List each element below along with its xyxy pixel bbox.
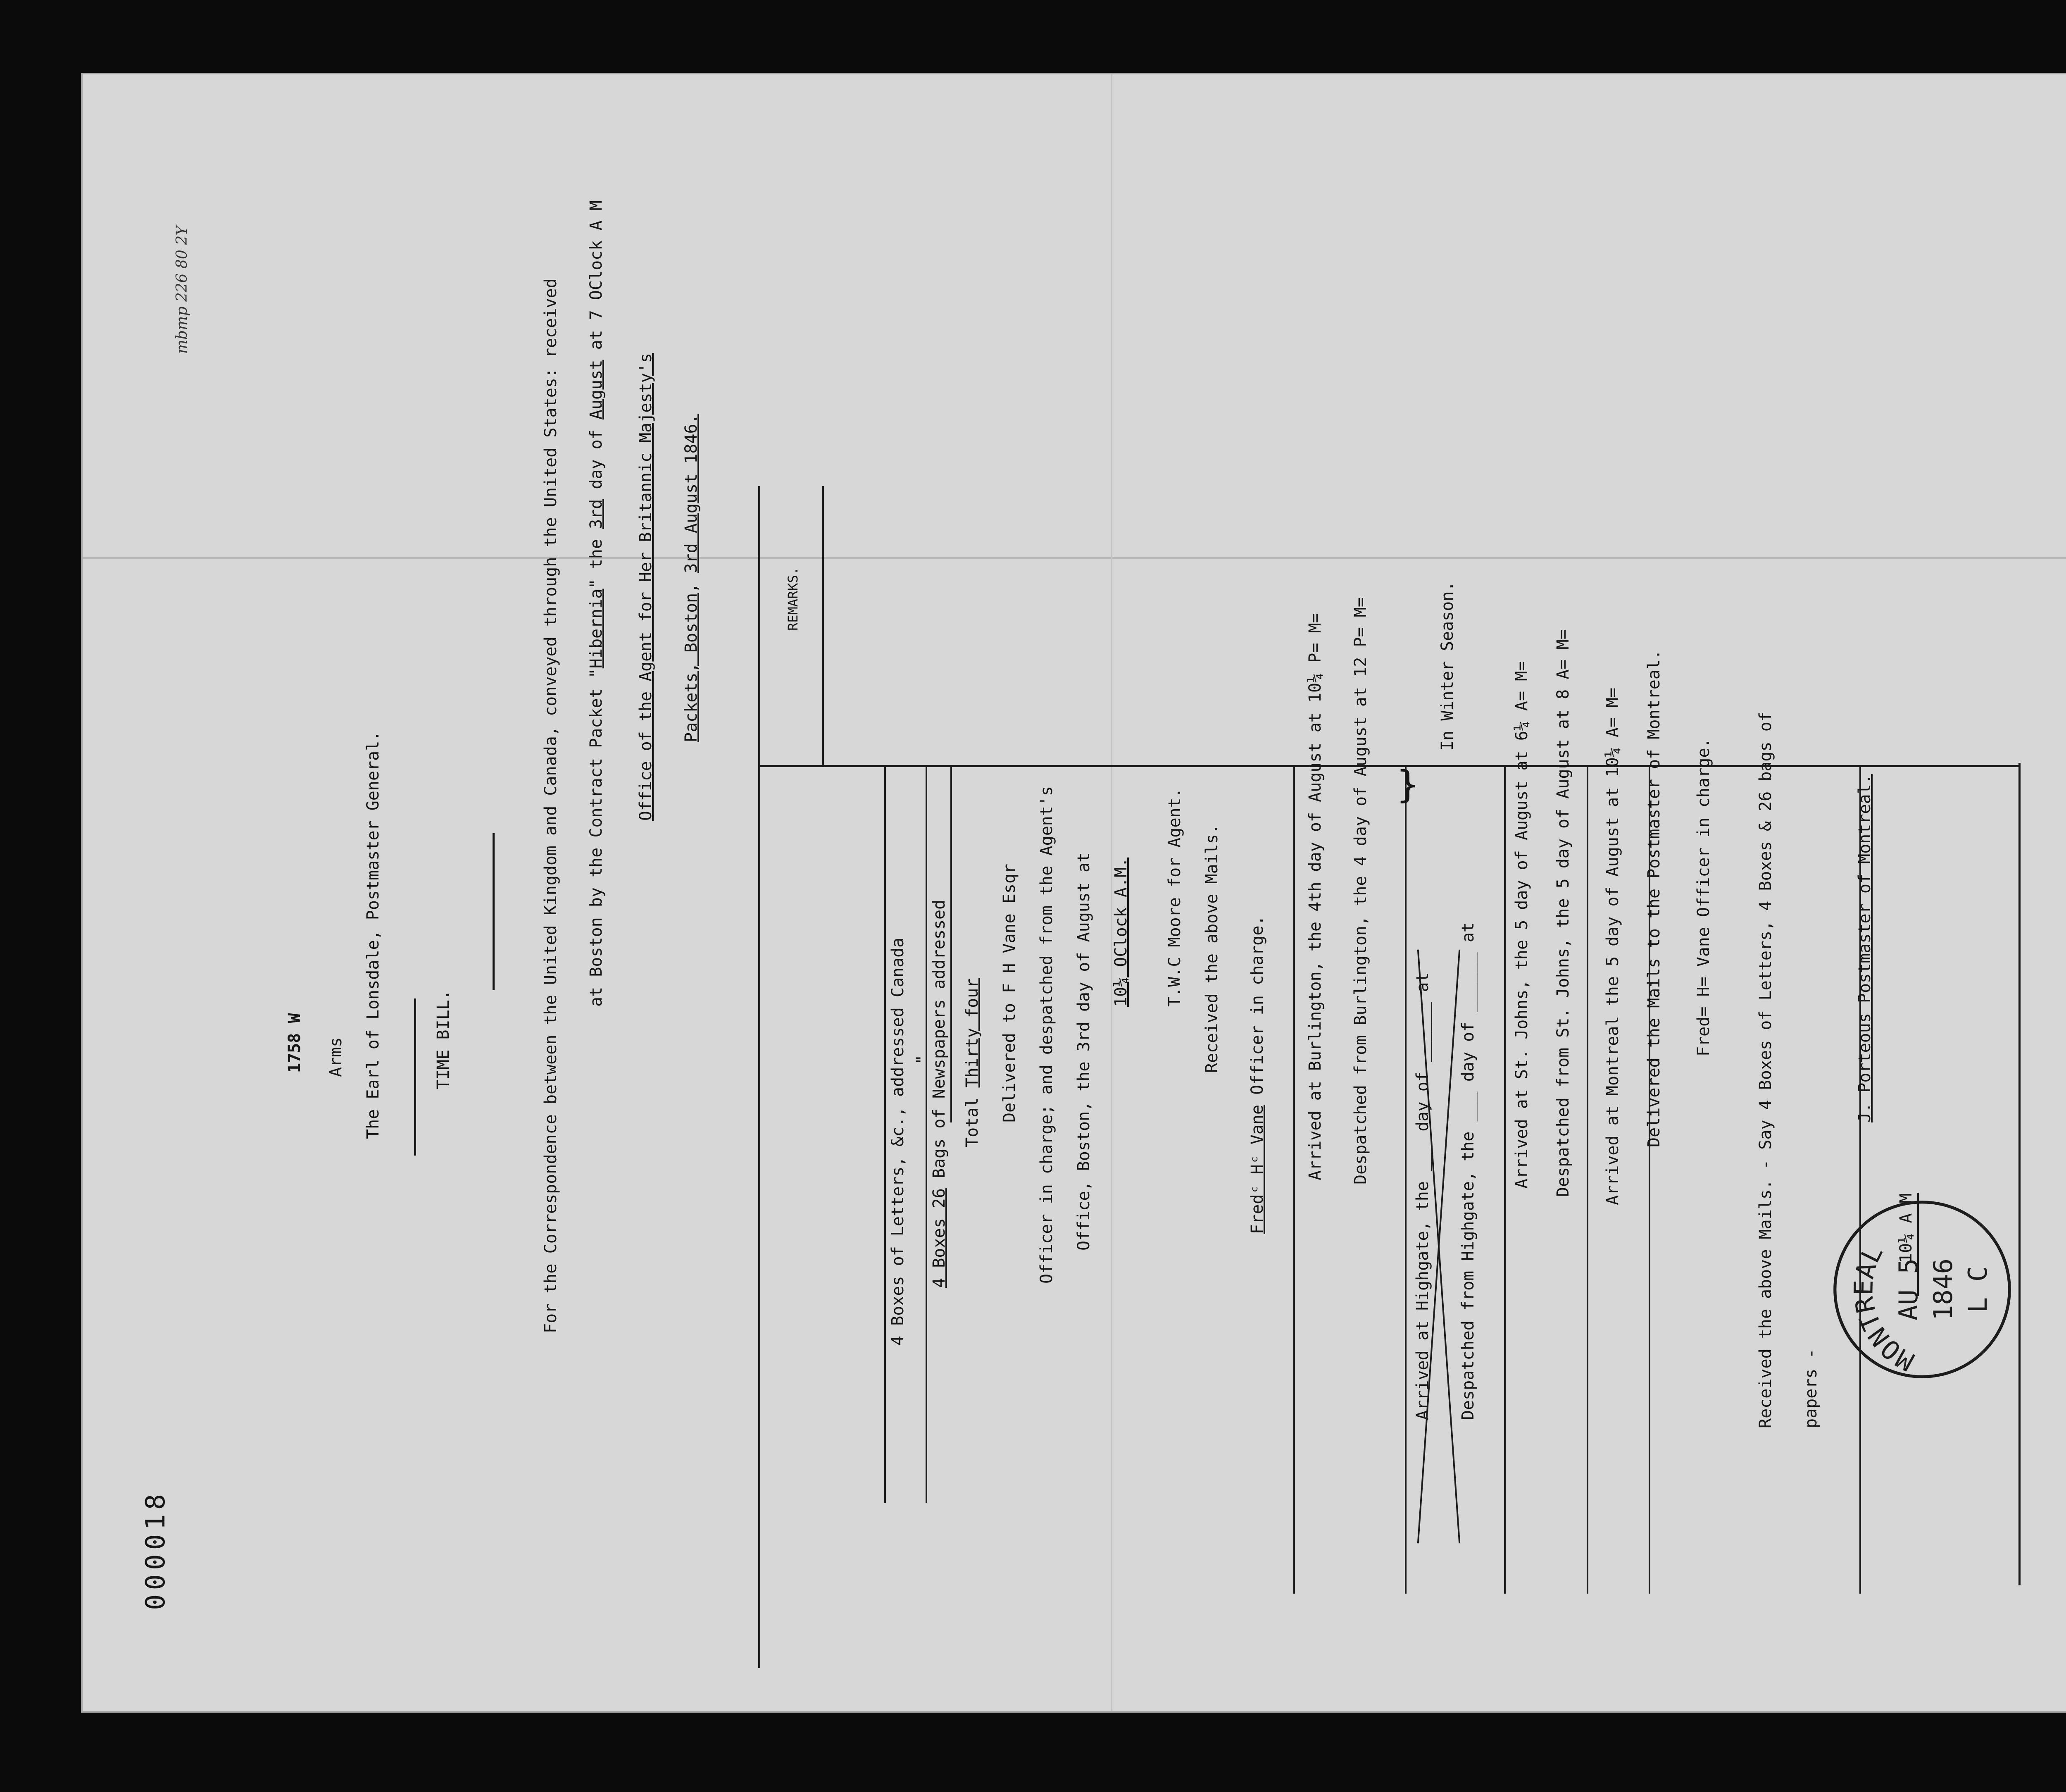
row-rule <box>1504 767 1506 1594</box>
officer-signature <box>1248 915 1267 1234</box>
row-rule <box>926 767 927 1503</box>
intro-mid-2: day of <box>587 419 606 499</box>
journey-row: Arrived at Montreal the 5 day of August at 10¼ A= M= <box>1603 687 1622 1205</box>
journey-row: papers - <box>1802 1349 1821 1428</box>
intro-suffix: at 7 OClock A M <box>587 200 606 360</box>
total-value: Thirty four <box>963 978 982 1088</box>
postmaster-signature: J. Porteous Postmaster of Montreal. <box>1855 774 1874 1122</box>
row-rule <box>1405 767 1407 1594</box>
row-rule <box>1293 767 1295 1594</box>
arms-label: Arms <box>326 1037 345 1077</box>
row-rule <box>884 767 886 1503</box>
journey-row: Received the above Mails. - Say 4 Boxes of Letters, 4 Boxes & 26 bags of <box>1756 712 1775 1428</box>
journey-row: Fred= H= Vane Officer in charge. <box>1694 738 1713 1056</box>
remarks-heading: REMARKS. <box>785 567 801 631</box>
intro-prefix: at Boston by the Contract Packet " <box>587 668 606 1007</box>
title-underline <box>493 833 495 990</box>
table-bottom-rule <box>2018 763 2021 1585</box>
remarks-box-rule <box>822 486 824 767</box>
table-column-divider <box>758 765 2018 767</box>
newspapers-quantity: 4 Boxes 26 <box>930 1188 949 1288</box>
officer-name: Fredᶜ Hᶜ Vane <box>1248 1104 1267 1234</box>
office-location: Packets, Boston <box>682 593 701 742</box>
journey-row: Arrived at St. Johns, the 5 day of August at 6¼ A= M= <box>1512 661 1531 1189</box>
journey-row: Despatched from Burlington, the 4 day of August at 12 P= M= <box>1351 597 1370 1184</box>
delivered-line: Delivered to F H Vane Esqr <box>1000 863 1019 1122</box>
total-line <box>963 978 982 1147</box>
arrival-day: 3rd <box>587 499 606 529</box>
postmark-initials: L C <box>1963 1266 1993 1313</box>
received-line: Received the above Mails. <box>1202 824 1221 1073</box>
journey-row: Despatched from St. Johns, the 5 day of August at 8 A= M= <box>1554 629 1573 1197</box>
row-rule <box>950 767 952 1122</box>
newspapers-entry <box>930 900 949 1288</box>
officer-in-charge-label: Officer in charge. <box>1248 915 1267 1095</box>
office-date: 3rd August 1846. <box>682 414 701 573</box>
ship-name: Hibernia <box>587 589 606 669</box>
arrival-month: August <box>587 360 606 420</box>
intro-mid: " the <box>587 529 606 589</box>
agent-signature: T.W.C Moore for Agent. <box>1165 788 1184 1007</box>
postmark-year: 1846 <box>1928 1258 1958 1321</box>
winter-brace: } <box>1397 763 1419 806</box>
dispatch-time: 10¼ OClock A.M. <box>1112 857 1131 1007</box>
intro-line-1: For the Correspondence between the United Kingdom and Canada, conveyed through the United States: received <box>541 278 560 1333</box>
title-underline <box>414 998 416 1156</box>
journey-row: Delivered the Mails to the Postmaster of Montreal. <box>1645 649 1664 1147</box>
postmark-city: MONTREAL <box>1848 1240 1919 1377</box>
row-rule <box>1587 767 1588 1594</box>
office-line-2: Packets, Boston, 3rd August 1846. <box>682 414 701 742</box>
pencil-note: mbmp 226 80 2Y <box>174 226 190 354</box>
document-title: TIME BILL. <box>434 990 453 1089</box>
postmark-date: AU 5 <box>1893 1258 1923 1321</box>
journey-row-struck: Arrived at Highgate, the ___ day of ______ at <box>1413 972 1432 1420</box>
office-line-1: Office of the Agent for Her Britannic Majesty's <box>636 353 655 821</box>
frame-number: 000018 <box>140 1489 171 1610</box>
reference-number: 1758 W <box>285 1013 304 1073</box>
receipt-time: 10¼ A M <box>1897 1193 1916 1263</box>
office-dispatch-line: Office, Boston, the 3rd day of August at <box>1074 852 1093 1251</box>
addressee-line: The Earl of Lonsdale, Postmaster General. <box>364 731 383 1139</box>
table-top-rule <box>758 486 760 1668</box>
officer-line: Officer in charge; and despatched from the Agent's <box>1037 786 1056 1284</box>
winter-season-note: In Winter Season. <box>1438 581 1457 751</box>
journey-row: Arrived at Burlington, the 4th day of August at 10¼ P= M= <box>1306 613 1325 1180</box>
newspapers-label: Bags of Newspapers addressed <box>930 899 949 1189</box>
time-bill-document <box>0 185 2066 1792</box>
intro-line-2 <box>587 200 606 1007</box>
total-label: Total <box>963 1097 982 1147</box>
montreal-postmark-stamp <box>1818 1190 2016 1389</box>
letters-entry: 4 Boxes of Letters, &c., addressed Canada <box>888 937 907 1346</box>
ditto-mark: " <box>913 1054 932 1065</box>
journey-row-struck: Despatched from Highgate, the ___ day of ______ at <box>1459 922 1478 1420</box>
